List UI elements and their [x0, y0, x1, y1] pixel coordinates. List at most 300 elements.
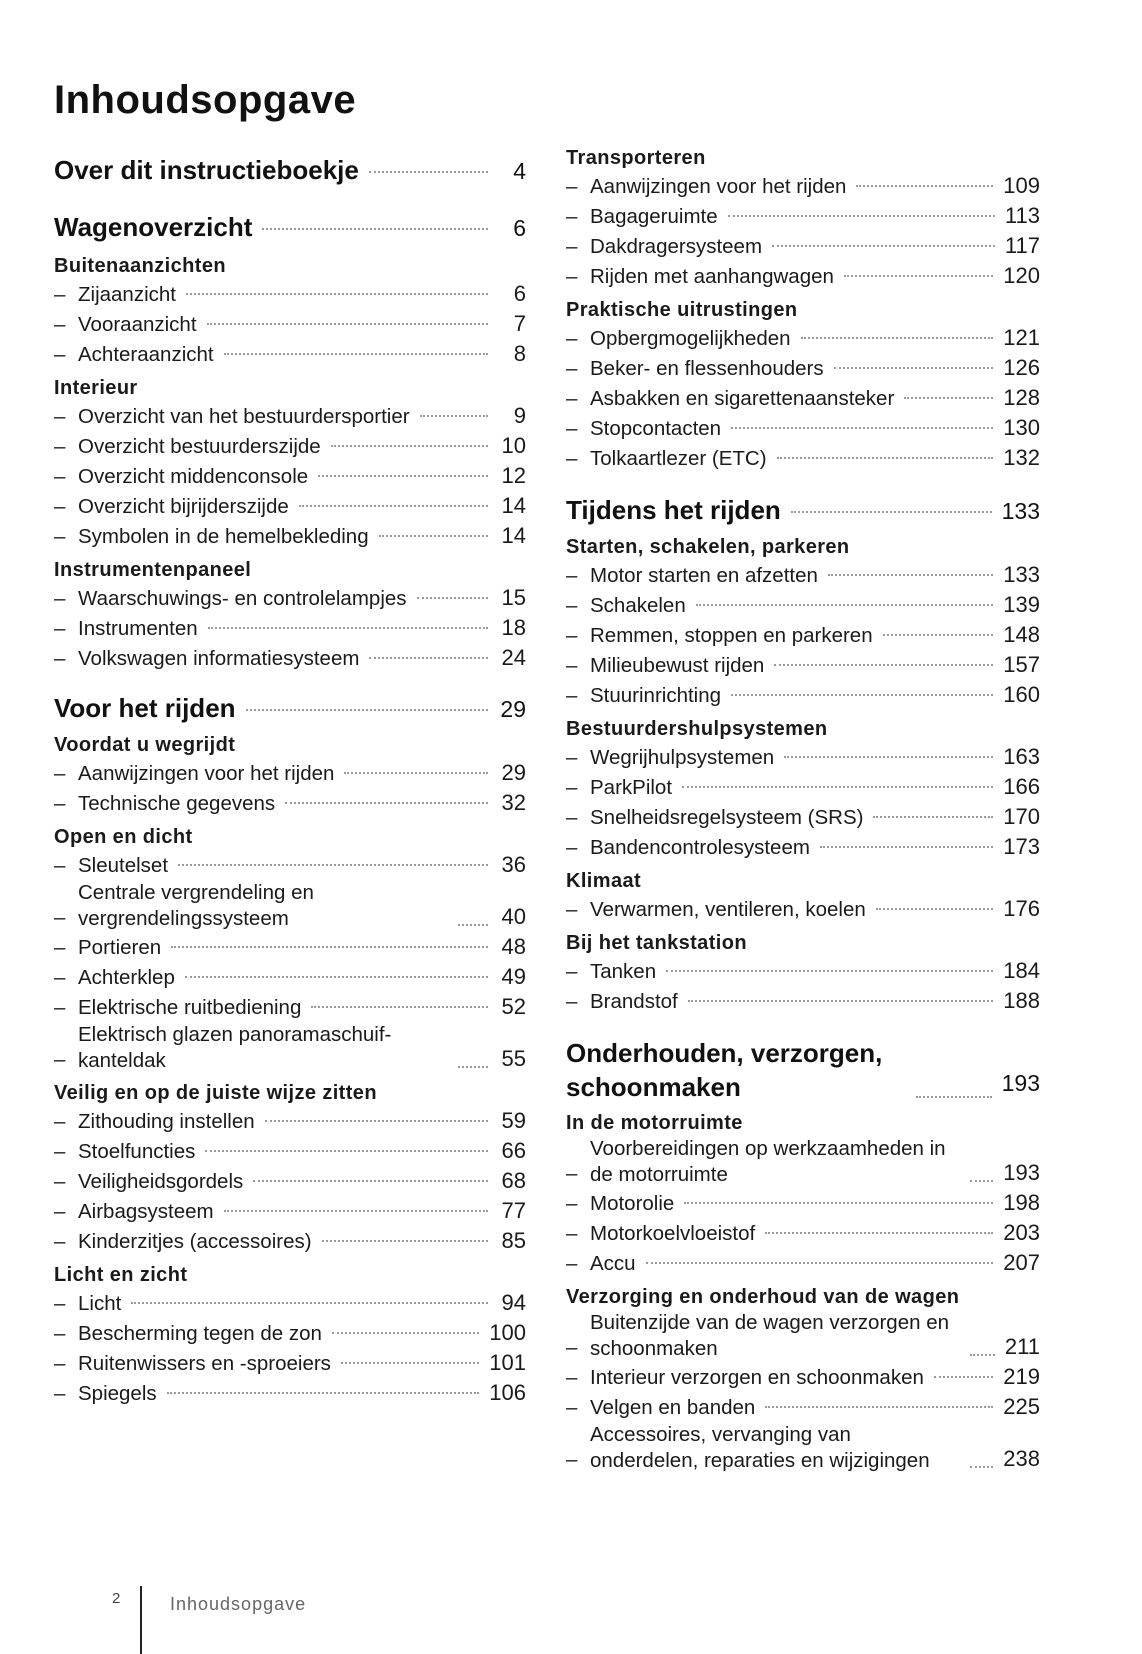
toc-page-number: 10	[501, 433, 526, 458]
dot-leader	[772, 245, 995, 247]
footer-section-label: Inhoudsopgave	[170, 1594, 307, 1614]
toc-page-number: 59	[501, 1108, 526, 1133]
toc-entry[interactable]	[54, 583, 526, 613]
dash-bullet: –	[566, 235, 578, 258]
toc-page-number: 128	[1003, 385, 1040, 410]
toc-entry-label: Ruitenwissers en -sproeiers	[78, 1352, 331, 1375]
toc-entry-label: Schakelen	[590, 594, 686, 617]
dash-bullet: –	[54, 1200, 66, 1223]
dash-bullet: –	[54, 762, 66, 785]
toc-entry[interactable]	[54, 1166, 526, 1196]
toc-entry[interactable]	[566, 560, 1040, 590]
toc-page-number: 32	[501, 790, 526, 815]
toc-entry[interactable]	[54, 521, 526, 551]
dot-leader	[369, 171, 488, 173]
dot-leader	[265, 1120, 488, 1122]
toc-entry[interactable]	[566, 231, 1040, 261]
dash-bullet: –	[566, 684, 578, 707]
dash-bullet: –	[566, 1336, 578, 1359]
dot-leader	[186, 293, 488, 295]
toc-page-number: 198	[1003, 1190, 1040, 1215]
toc-page-number: 148	[1003, 622, 1040, 647]
toc-entry[interactable]	[566, 413, 1040, 443]
toc-entry[interactable]	[566, 590, 1040, 620]
toc-entry[interactable]	[566, 1136, 1040, 1188]
toc-entry[interactable]	[566, 620, 1040, 650]
dot-leader	[688, 1000, 994, 1002]
dash-bullet: –	[566, 898, 578, 921]
toc-entry[interactable]	[54, 1136, 526, 1166]
toc-page-number: 36	[501, 852, 526, 877]
toc-page-number: 85	[501, 1228, 526, 1253]
toc-page-number: 117	[1004, 233, 1040, 258]
page-title: Inhoudsopgave	[54, 78, 357, 122]
dot-leader	[167, 1392, 480, 1394]
toc-entry-label: Portieren	[78, 936, 162, 959]
toc-entry-label: Achterklep	[78, 966, 175, 989]
toc-page-number: 126	[1003, 355, 1040, 380]
toc-entry[interactable]	[54, 491, 526, 521]
dash-bullet: –	[566, 960, 578, 983]
toc-page-number: 132	[1003, 445, 1040, 470]
dot-leader	[262, 228, 488, 230]
toc-entry[interactable]	[566, 956, 1040, 986]
toc-entry-label: Stoelfuncties	[78, 1140, 196, 1163]
toc-section-heading: Interieur	[54, 377, 138, 399]
dot-leader	[970, 1466, 993, 1468]
toc-page-number: 133	[1003, 562, 1040, 587]
dot-leader	[205, 1150, 488, 1152]
toc-section-heading: Licht en zicht	[54, 1264, 188, 1286]
toc-entry[interactable]	[54, 431, 526, 461]
toc-section-heading: Open en dicht	[54, 826, 193, 848]
toc-page-number: 52	[501, 994, 526, 1019]
toc-entry-label: Vooraanzicht	[78, 313, 197, 336]
toc-entry[interactable]	[54, 279, 526, 309]
toc-section-heading: Buitenaanzichten	[54, 255, 226, 277]
dash-bullet: –	[54, 1230, 66, 1253]
dash-bullet: –	[566, 564, 578, 587]
dot-leader	[765, 1406, 993, 1408]
toc-entry[interactable]	[54, 339, 526, 369]
dash-bullet: –	[566, 357, 578, 380]
toc-entry[interactable]	[566, 802, 1040, 832]
toc-chapter[interactable]	[566, 1036, 1040, 1104]
toc-chapter-title: Onderhouden, verzorgen, schoonmaken	[566, 1038, 883, 1102]
toc-entry-label: Velgen en banden	[590, 1396, 756, 1419]
dash-bullet: –	[54, 1352, 66, 1375]
toc-entry-label: Overzicht van het bestuurdersportier	[78, 405, 410, 428]
toc-page-number: 120	[1003, 263, 1040, 288]
dash-bullet: –	[566, 1366, 578, 1389]
toc-entry-label: Motor starten en afzetten	[590, 564, 818, 587]
toc-entry[interactable]	[566, 1392, 1040, 1422]
toc-entry[interactable]	[566, 171, 1040, 201]
toc-entry-label: Aanwijzingen voor het rijden	[78, 762, 335, 785]
dot-leader	[774, 664, 993, 666]
toc-page-number: 121	[1003, 325, 1040, 350]
dash-bullet: –	[566, 205, 578, 228]
dot-leader	[299, 505, 488, 507]
dash-bullet: –	[566, 1396, 578, 1419]
dot-leader	[682, 786, 993, 788]
toc-entry[interactable]	[566, 443, 1040, 473]
toc-entry-label: Spiegels	[78, 1382, 157, 1405]
toc-left-column	[54, 145, 526, 1408]
dash-bullet: –	[566, 1448, 578, 1471]
toc-page-number: 15	[501, 585, 526, 610]
dot-leader	[970, 1180, 993, 1182]
toc-entry-label: Zijaanzicht	[78, 283, 176, 306]
toc-entry-label: Bescherming tegen de zon	[78, 1322, 322, 1345]
toc-entry-label: Kinderzitjes (accessoires)	[78, 1230, 312, 1253]
toc-page-number: 14	[501, 523, 526, 548]
toc-entry[interactable]	[54, 1106, 526, 1136]
toc-entry[interactable]	[54, 1318, 526, 1348]
toc-section-heading: Instrumentenpaneel	[54, 559, 252, 581]
toc-page-number: 219	[1003, 1364, 1040, 1389]
toc-entry[interactable]	[566, 353, 1040, 383]
toc-page-number: 176	[1003, 896, 1040, 921]
dash-bullet: –	[566, 836, 578, 859]
dash-bullet: –	[54, 617, 66, 640]
toc-entry[interactable]	[566, 1362, 1040, 1392]
dot-leader	[646, 1262, 994, 1264]
toc-entry[interactable]	[54, 461, 526, 491]
toc-entry[interactable]	[54, 1022, 526, 1074]
toc-entry[interactable]	[54, 1348, 526, 1378]
toc-entry[interactable]	[566, 1310, 1040, 1362]
toc-page-number: 12	[501, 463, 526, 488]
dash-bullet: –	[566, 417, 578, 440]
dash-bullet: –	[566, 776, 578, 799]
dash-bullet: –	[566, 594, 578, 617]
toc-section-heading: Bestuurdershulpsystemen	[566, 718, 828, 740]
dash-bullet: –	[566, 654, 578, 677]
toc-entry-label: Tolkaartlezer (ETC)	[590, 447, 767, 470]
toc-right-column	[566, 145, 1040, 1474]
toc-entry[interactable]	[566, 986, 1040, 1016]
dot-leader	[820, 846, 993, 848]
toc-page-number: 7	[513, 311, 526, 336]
toc-entry-label: Centrale vergrendeling en vergrendelingssysteem	[78, 881, 314, 930]
toc-page-number: 193	[1001, 1070, 1040, 1096]
dash-bullet: –	[54, 587, 66, 610]
dot-leader	[285, 802, 488, 804]
dot-leader	[791, 511, 992, 513]
toc-chapter[interactable]	[54, 153, 526, 188]
toc-entry[interactable]	[54, 850, 526, 880]
dot-leader	[331, 445, 488, 447]
dot-leader	[784, 756, 993, 758]
toc-page-number: 66	[501, 1138, 526, 1163]
toc-page-number: 160	[1003, 682, 1040, 707]
toc-entry-label: Technische gegevens	[78, 792, 276, 815]
dot-leader	[322, 1240, 488, 1242]
toc-entry[interactable]	[566, 680, 1040, 710]
toc-page-number: 101	[489, 1350, 526, 1375]
dot-leader	[458, 1066, 488, 1068]
dash-bullet: –	[566, 265, 578, 288]
dot-leader	[253, 1180, 488, 1182]
toc-entry[interactable]	[566, 261, 1040, 291]
toc-entry[interactable]	[54, 613, 526, 643]
dash-bullet: –	[54, 405, 66, 428]
toc-entry[interactable]	[566, 742, 1040, 772]
dash-bullet: –	[54, 465, 66, 488]
dot-leader	[696, 604, 994, 606]
toc-entry[interactable]	[566, 832, 1040, 862]
toc-page-number: 18	[501, 615, 526, 640]
dot-leader	[207, 323, 488, 325]
toc-section-heading: Praktische uitrustingen	[566, 299, 798, 321]
dash-bullet: –	[54, 647, 66, 670]
toc-entry-label: Interieur verzorgen en schoonmaken	[590, 1366, 924, 1389]
toc-entry-label: Licht	[78, 1292, 122, 1315]
toc-entry-label: ParkPilot	[590, 776, 673, 799]
toc-entry-label: Achteraanzicht	[78, 343, 214, 366]
toc-page-number: 130	[1003, 415, 1040, 440]
toc-entry[interactable]	[566, 1188, 1040, 1218]
toc-entry[interactable]	[566, 323, 1040, 353]
toc-entry[interactable]	[54, 1226, 526, 1256]
toc-page-number: 166	[1003, 774, 1040, 799]
dot-leader	[883, 634, 994, 636]
toc-page-number: 139	[1003, 592, 1040, 617]
dash-bullet: –	[54, 996, 66, 1019]
toc-page-number: 9	[513, 403, 526, 428]
toc-page-number: 184	[1003, 958, 1040, 983]
dot-leader	[224, 1210, 488, 1212]
dash-bullet: –	[54, 283, 66, 306]
toc-entry[interactable]	[54, 309, 526, 339]
dash-bullet: –	[566, 387, 578, 410]
toc-entry-label: Asbakken en sigarettenaansteker	[590, 387, 895, 410]
dot-leader	[666, 970, 993, 972]
toc-entry[interactable]	[54, 932, 526, 962]
toc-page-number: 170	[1003, 804, 1040, 829]
dash-bullet: –	[54, 1170, 66, 1193]
toc-entry-label: Stuurinrichting	[590, 684, 722, 707]
toc-page-number: 193	[1003, 1160, 1040, 1185]
toc-page-number: 109	[1003, 173, 1040, 198]
toc-section-heading: Klimaat	[566, 870, 642, 892]
toc-entry-label: Veiligheidsgordels	[78, 1170, 244, 1193]
dash-bullet: –	[54, 792, 66, 815]
toc-entry-label: Overzicht bestuurderszijde	[78, 435, 321, 458]
dot-leader	[332, 1332, 479, 1334]
toc-chapter[interactable]	[54, 691, 526, 726]
toc-section-heading: Bij het tankstation	[566, 932, 747, 954]
dot-leader	[856, 185, 993, 187]
dash-bullet: –	[54, 1140, 66, 1163]
toc-page-number: 55	[501, 1046, 526, 1071]
dot-leader	[420, 415, 488, 417]
toc-entry[interactable]	[54, 401, 526, 431]
dot-leader	[828, 574, 993, 576]
dot-leader	[904, 397, 993, 399]
toc-entry-label: Remmen, stoppen en parkeren	[590, 624, 873, 647]
toc-page-number: 238	[1003, 1446, 1040, 1471]
toc-section-heading: In de motorruimte	[566, 1112, 743, 1134]
dash-bullet: –	[54, 343, 66, 366]
dot-leader	[344, 772, 488, 774]
footer-page-number: 2	[112, 1590, 121, 1607]
dot-leader	[458, 924, 488, 926]
toc-entry-label: Waarschuwings- en controlelampjes	[78, 587, 407, 610]
toc-page-number: 29	[500, 696, 526, 722]
dash-bullet: –	[54, 1110, 66, 1133]
toc-entry-label: Motorkoelvloeistof	[590, 1222, 756, 1245]
toc-page-number: 94	[501, 1290, 526, 1315]
dash-bullet: –	[566, 806, 578, 829]
toc-section-heading: Verzorging en onderhoud van de wagen	[566, 1286, 960, 1308]
toc-section-heading: Voordat u wegrijdt	[54, 734, 236, 756]
toc-entry[interactable]	[54, 1288, 526, 1318]
toc-page-number: 8	[513, 341, 526, 366]
dash-bullet: –	[54, 435, 66, 458]
dash-bullet: –	[54, 1382, 66, 1405]
toc-entry-label: Airbagsysteem	[78, 1200, 214, 1223]
toc-entry[interactable]	[566, 1218, 1040, 1248]
dot-leader	[224, 353, 488, 355]
footer-divider	[140, 1586, 142, 1654]
toc-section-heading: Starten, schakelen, parkeren	[566, 536, 850, 558]
toc-page-number: 48	[501, 934, 526, 959]
dash-bullet: –	[566, 746, 578, 769]
toc-entry-label: Accessoires, vervanging van onderdelen, reparaties en wijzigingen	[590, 1423, 930, 1472]
dot-leader	[777, 457, 994, 459]
dot-leader	[684, 1202, 993, 1204]
toc-page-number: 163	[1003, 744, 1040, 769]
toc-entry[interactable]	[566, 894, 1040, 924]
dot-leader	[834, 367, 994, 369]
toc-page-number: 211	[1004, 1334, 1040, 1359]
toc-entry-label: Buitenzijde van de wagen verzorgen en schoonmaken	[590, 1311, 949, 1360]
dash-bullet: –	[54, 1048, 66, 1071]
toc-section-heading: Transporteren	[566, 147, 706, 169]
dot-leader	[765, 1232, 993, 1234]
toc-page-number: 100	[489, 1320, 526, 1345]
toc-entry-label: Snelheidsregelsysteem (SRS)	[590, 806, 864, 829]
toc-page-number: 188	[1003, 988, 1040, 1013]
toc-entry-label: Brandstof	[590, 990, 678, 1013]
dash-bullet: –	[54, 1322, 66, 1345]
toc-section-heading: Veilig en op de juiste wijze zitten	[54, 1082, 377, 1104]
toc-chapter-title: Over dit instructieboekje	[54, 155, 359, 185]
toc-page-number: 173	[1003, 834, 1040, 859]
toc-entry-label: Wegrijhulpsystemen	[590, 746, 775, 769]
toc-page-number: 40	[501, 904, 526, 929]
toc-entry[interactable]	[54, 880, 526, 932]
toc-entry[interactable]	[54, 1378, 526, 1408]
toc-entry-label: Aanwijzingen voor het rijden	[590, 175, 847, 198]
toc-page-number: 14	[501, 493, 526, 518]
toc-entry[interactable]	[54, 992, 526, 1022]
dot-leader	[916, 1096, 992, 1098]
toc-entry[interactable]	[54, 962, 526, 992]
toc-chapter-title: Wagenoverzicht	[54, 212, 253, 242]
toc-page-number: 49	[501, 964, 526, 989]
toc-entry-label: Zithouding instellen	[78, 1110, 255, 1133]
dot-leader	[246, 709, 488, 711]
dot-leader	[369, 657, 488, 659]
dot-leader	[970, 1354, 995, 1356]
dot-leader	[731, 694, 993, 696]
toc-entry[interactable]	[54, 643, 526, 673]
dot-leader	[873, 816, 993, 818]
dash-bullet: –	[54, 906, 66, 929]
toc-page-number: 106	[489, 1380, 526, 1405]
dot-leader	[318, 475, 488, 477]
dot-leader	[728, 215, 995, 217]
dot-leader	[801, 337, 994, 339]
dot-leader	[844, 275, 993, 277]
toc-page-number: 24	[501, 645, 526, 670]
toc-entry-label: Milieubewust rijden	[590, 654, 765, 677]
dot-leader	[341, 1362, 479, 1364]
toc-entry-label: Rijden met aanhangwagen	[590, 265, 834, 288]
toc-chapter[interactable]	[54, 210, 526, 245]
dash-bullet: –	[54, 1292, 66, 1315]
toc-page-number: 68	[501, 1168, 526, 1193]
dash-bullet: –	[566, 1222, 578, 1245]
dash-bullet: –	[54, 854, 66, 877]
toc-entry-label: Tanken	[590, 960, 657, 983]
toc-entry[interactable]	[566, 201, 1040, 231]
toc-page-number: 157	[1003, 652, 1040, 677]
dash-bullet: –	[54, 936, 66, 959]
toc-chapter-title: Tijdens het rijden	[566, 495, 781, 525]
toc-entry[interactable]	[54, 758, 526, 788]
toc-entry-label: Bagageruimte	[590, 205, 718, 228]
toc-entry-label: Instrumenten	[78, 617, 198, 640]
dash-bullet: –	[566, 1252, 578, 1275]
toc-entry[interactable]	[566, 1422, 1040, 1474]
toc-entry-label: Symbolen in de hemelbekleding	[78, 525, 369, 548]
toc-entry-label: Elektrisch glazen panoramaschuif-kanteldak	[78, 1023, 392, 1072]
toc-entry[interactable]	[54, 1196, 526, 1226]
toc-entry-label: Accu	[590, 1252, 636, 1275]
toc-entry[interactable]	[566, 772, 1040, 802]
toc-page-number: 133	[1001, 498, 1040, 524]
toc-entry[interactable]	[566, 383, 1040, 413]
dot-leader	[417, 597, 488, 599]
toc-entry-label: Stopcontacten	[590, 417, 722, 440]
dot-leader	[208, 627, 488, 629]
toc-entry[interactable]	[566, 650, 1040, 680]
toc-entry-label: Verwarmen, ventileren, koelen	[590, 898, 866, 921]
dot-leader	[311, 1006, 488, 1008]
dot-leader	[171, 946, 488, 948]
toc-chapter-title: Voor het rijden	[54, 693, 236, 723]
toc-entry[interactable]	[54, 788, 526, 818]
toc-page-number: 6	[513, 281, 526, 306]
dash-bullet: –	[566, 327, 578, 350]
dash-bullet: –	[54, 525, 66, 548]
toc-page-number: 4	[513, 158, 526, 184]
toc-entry-label: Opbergmogelijkheden	[590, 327, 791, 350]
dot-leader	[185, 976, 488, 978]
dash-bullet: –	[566, 1162, 578, 1185]
dot-leader	[731, 427, 993, 429]
toc-chapter[interactable]	[566, 493, 1040, 528]
toc-entry-label: Overzicht middenconsole	[78, 465, 309, 488]
dot-leader	[178, 864, 488, 866]
toc-entry-label: Bandencontrolesysteem	[590, 836, 810, 859]
dash-bullet: –	[566, 1192, 578, 1215]
toc-entry[interactable]	[566, 1248, 1040, 1278]
